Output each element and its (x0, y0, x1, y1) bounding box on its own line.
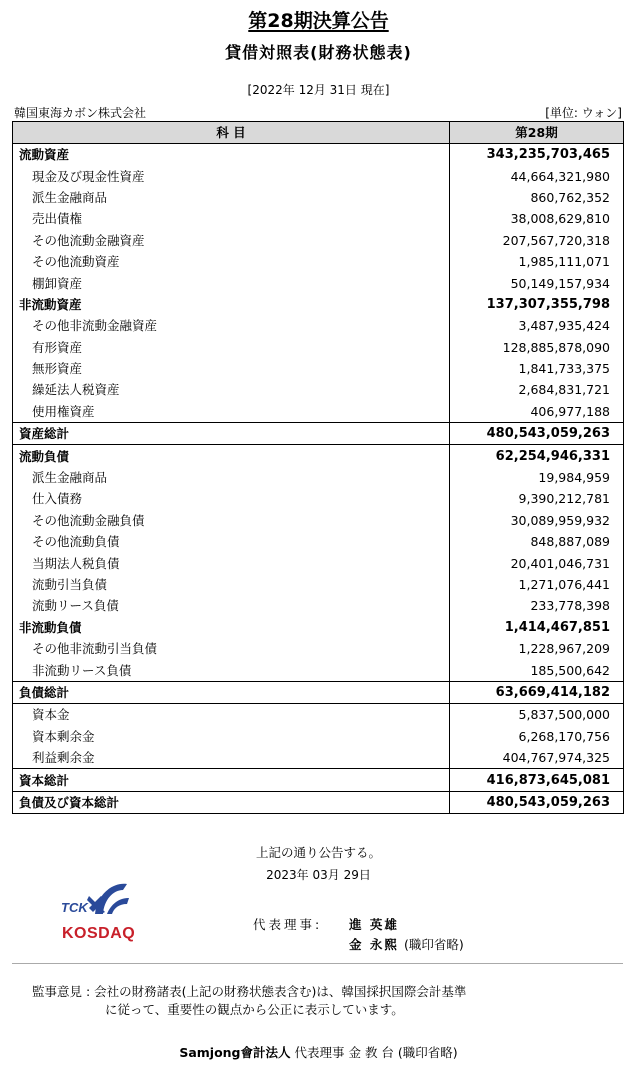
table-row (13, 531, 624, 552)
row-amount: 19,984,959 (450, 467, 624, 488)
table-row (13, 379, 624, 400)
row-amount: 128,885,878,090 (450, 337, 624, 358)
notice-text: 上記の通り公告する。 (255, 845, 381, 860)
row-label: 無形資産 (13, 358, 450, 379)
representative-name-1: 進 英雄 (349, 917, 399, 932)
table-row (13, 681, 624, 703)
row-label: 有形資産 (13, 337, 450, 358)
table-row (13, 726, 624, 747)
row-amount: 480,543,059,263 (450, 423, 624, 445)
table-row (13, 574, 624, 595)
table-row (13, 488, 624, 509)
row-amount: 6,268,170,756 (450, 726, 624, 747)
row-amount: 9,390,212,781 (450, 488, 624, 509)
row-amount: 1,271,076,441 (450, 574, 624, 595)
table-row (13, 467, 624, 488)
table-row (13, 401, 624, 423)
row-amount: 1,228,967,209 (450, 638, 624, 659)
table-row (13, 659, 624, 681)
kosdaq-logo: KOSDAQ (62, 925, 136, 942)
row-label: その他流動金融資産 (13, 230, 450, 251)
row-amount: 233,778,398 (450, 595, 624, 616)
table-row (13, 638, 624, 659)
table-row (13, 358, 624, 379)
table-header-row (13, 122, 624, 144)
row-amount: 5,837,500,000 (450, 704, 624, 726)
row-amount: 480,543,059,263 (450, 791, 624, 813)
table-row (13, 747, 624, 769)
table-row (13, 791, 624, 813)
table-row (13, 315, 624, 336)
row-amount: 137,307,355,798 (450, 294, 624, 315)
row-amount: 406,977,188 (450, 401, 624, 423)
table-row (13, 187, 624, 208)
table-row (13, 208, 624, 229)
table-row (13, 294, 624, 315)
table-row (13, 272, 624, 293)
row-label: 繰延法人税資産 (13, 379, 450, 400)
row-label: その他流動資産 (13, 251, 450, 272)
auditor-signature (0, 1043, 637, 1061)
representative-name-2: 金 永熙 (349, 937, 399, 952)
row-amount: 3,487,935,424 (450, 315, 624, 336)
row-amount: 50,149,157,934 (450, 272, 624, 293)
row-label: 非流動負債 (13, 617, 450, 638)
row-amount: 44,664,321,980 (450, 165, 624, 186)
row-amount: 848,887,089 (450, 531, 624, 552)
row-label: 仕入債務 (13, 488, 450, 509)
table-row (13, 595, 624, 616)
row-label: 流動負債 (13, 445, 450, 467)
audit-opinion-line-1: 監事意見 : 会社の財務諸表(上記の財務状態表含む)は、韓国採択国際会計基準 (32, 984, 467, 999)
row-amount: 20,401,046,731 (450, 552, 624, 573)
row-amount: 62,254,946,331 (450, 445, 624, 467)
table-row (13, 704, 624, 726)
row-label: 非流動資産 (13, 294, 450, 315)
column-header-item: 科 目 (13, 122, 450, 144)
row-label: 資本総計 (13, 769, 450, 791)
table-row (13, 552, 624, 573)
row-amount: 38,008,629,810 (450, 208, 624, 229)
company-name: 韓国東海カボン株式会社 (14, 106, 147, 120)
row-label: 使用権資産 (13, 401, 450, 423)
row-amount: 343,235,703,465 (450, 144, 624, 166)
table-row (13, 251, 624, 272)
row-amount: 1,414,467,851 (450, 617, 624, 638)
row-amount: 1,985,111,071 (450, 251, 624, 272)
row-amount: 30,089,959,932 (450, 510, 624, 531)
balance-sheet-table (12, 121, 624, 814)
row-label: 売出債権 (13, 208, 450, 229)
table-row (13, 144, 624, 166)
row-amount: 404,767,974,325 (450, 747, 624, 769)
row-label: 流動リース負債 (13, 595, 450, 616)
table-row (13, 165, 624, 186)
row-label: 負債総計 (13, 681, 450, 703)
logo-mark-text: TCK (61, 900, 88, 915)
column-header-period: 第28期 (450, 122, 624, 144)
audit-firm-name: Samjong會計法人 (179, 1045, 291, 1060)
audit-opinion-line-2: に従って、重要性の観点から公正に表示しています。 (105, 1002, 404, 1017)
row-label: 当期法人税負債 (13, 552, 450, 573)
row-label: 棚卸資産 (13, 272, 450, 293)
row-amount: 416,873,645,081 (450, 769, 624, 791)
row-label: その他流動負債 (13, 531, 450, 552)
representative-title: 代表理事: (253, 917, 323, 932)
page-title: 第28期決算公告 (248, 10, 389, 32)
row-label: 現金及び現金性資産 (13, 165, 450, 186)
row-label: その他非流動引当負債 (13, 638, 450, 659)
row-label: 派生金融商品 (13, 467, 450, 488)
notice-date: 2023年 03月 29日 (266, 868, 371, 882)
row-label: 資本金 (13, 704, 450, 726)
table-row (13, 337, 624, 358)
row-label: 流動資産 (13, 144, 450, 166)
row-amount: 207,567,720,318 (450, 230, 624, 251)
table-row (13, 445, 624, 467)
table-row (13, 423, 624, 445)
report-date: [2022年 12月 31日 現在] (247, 83, 390, 97)
row-label: 非流動リース負債 (13, 659, 450, 681)
table-row (13, 510, 624, 531)
row-amount: 63,669,414,182 (450, 681, 624, 703)
row-amount: 2,684,831,721 (450, 379, 624, 400)
row-amount: 860,762,352 (450, 187, 624, 208)
row-label: 流動引当負債 (13, 574, 450, 595)
row-label: 負債及び資本総計 (13, 791, 450, 813)
row-amount: 1,841,733,375 (450, 358, 624, 379)
row-label: その他非流動金融資産 (13, 315, 450, 336)
row-label: 資本剰余金 (13, 726, 450, 747)
row-label: 派生金融商品 (13, 187, 450, 208)
page-subtitle: 貸借対照表(財務状態表) (225, 43, 412, 62)
row-label: 利益剰余金 (13, 747, 450, 769)
unit-label: [単位: ウォン] (545, 106, 622, 120)
audit-firm-representative: 代表理事 金 教 台 (職印省略) (294, 1045, 458, 1060)
row-label: その他流動金融負債 (13, 510, 450, 531)
table-row (13, 769, 624, 791)
table-row (13, 617, 624, 638)
row-label: 資産総計 (13, 423, 450, 445)
row-amount: 185,500,642 (450, 659, 624, 681)
section-divider (12, 963, 623, 964)
representative-seal-note: (職印省略) (404, 937, 464, 952)
table-row (13, 230, 624, 251)
